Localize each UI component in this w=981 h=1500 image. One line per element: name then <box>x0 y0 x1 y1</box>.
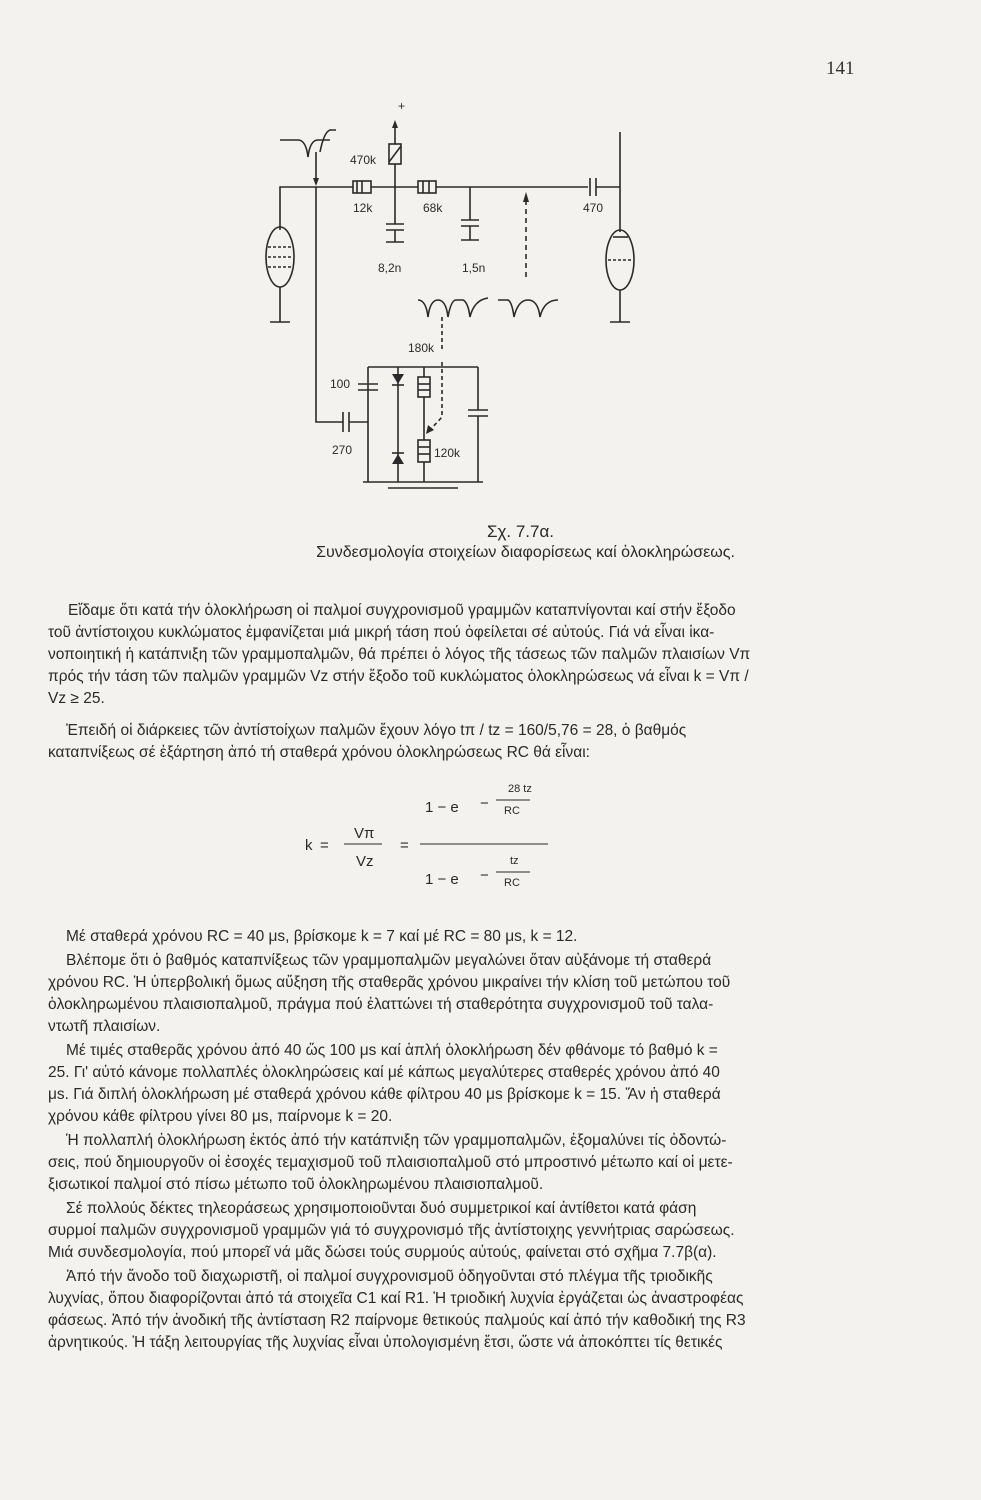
text-line: Vz ≥ 25. <box>48 690 105 707</box>
text-line: νοποιητική ἡ κατάπνιξη τῶν γραμμοπαλμῶν, θά πρέπει ὁ λόγος τῆς τάσεως τῶν παλμῶν πλαισίων Vπ <box>48 646 751 663</box>
formula-v-pi: Vπ <box>354 825 375 842</box>
formula-equals-2: = <box>400 837 409 854</box>
label-plus: + <box>398 99 406 113</box>
label-12k: 12k <box>353 201 373 215</box>
text-line: ντωτῆ πλαισίων. <box>48 1018 161 1035</box>
paragraph-6 <box>48 1130 858 1196</box>
label-120k: 120k <box>434 446 461 460</box>
paragraph-1 <box>48 600 858 710</box>
formula-numerator-exp-top: 28 tz <box>508 783 532 795</box>
formula-denominator-base: 1 − e <box>425 871 459 888</box>
label-470k: 470k <box>350 153 377 167</box>
figure-caption-title: Σχ. 7.7α. <box>486 522 555 541</box>
text-line: τοῦ ἀντίστοιχου κυκλώματος ἐμφανίζεται μιά μικρή τάση πού ὀφείλεται σέ αὐτούς. Γιά νά εἶναι ἱκα- <box>48 624 715 641</box>
paragraph-5 <box>48 1040 858 1128</box>
input-pulse-waveform <box>280 130 336 157</box>
resistor-68k <box>418 181 436 193</box>
figure-caption-text: Συνδεσμολογία στοιχείων διαφορίσεως καί ὁλοκληρώσεως. <box>316 544 735 561</box>
text-line: Μέ τιμές σταθερᾶς χρόνου ἀπό 40 ὥς 100 μs καί ἁπλή ὁλοκλήρωση δέν φθάνομε τό βαθμό k = <box>66 1042 718 1059</box>
text-line: Σέ πολλούς δέκτες τηλεοράσεως χρησιμοποιοῦνται δυό συμμετρικοί καί ἀντίθετοι κατά φάση <box>66 1200 697 1217</box>
text-line: Ἡ πολλαπλή ὁλοκλήρωση ἐκτός ἀπό τήν κατάπνιξη τῶν γραμμοπαλμῶν, ἐξομαλύνει τίς ὀδοντώ- <box>66 1132 727 1149</box>
formula-denominator-exp-bottom: RC <box>504 877 520 889</box>
text-line: μs. Γιά διπλή ὁλοκλήρωση μέ σταθερά χρόνου κάθε φίλτρου 40 μs βρίσκομε k = 15. Ἄν ἡ σταθερά <box>48 1086 721 1103</box>
circuit-diagram <box>258 99 658 502</box>
paragraph-3 <box>48 926 858 948</box>
label-100: 100 <box>330 377 351 391</box>
formula-numerator-minus: − <box>480 795 489 812</box>
text-line: σεις, πού δημιουργοῦν οἱ ἐσοχές τεμαχισμοῦ τοῦ πλαισιοπαλμοῦ στό μπροστινό μέτωπο καί οἱ μετε- <box>48 1154 733 1171</box>
label-270: 270 <box>332 443 353 457</box>
right-tube <box>606 132 634 322</box>
text-line: καταπνίξεως σέ ἐξάρτηση ἀπό τή σταθερά χρόνου ὁλοκληρώσεως RC θά εἶναι: <box>48 744 590 761</box>
text-line: συρμοί παλμῶν συγχρονισμοῦ γραμμῶν γιά τό συγχρονισμό τῆς ἀντίστοιχης γεννήτριας σαρώσεως. <box>48 1222 735 1239</box>
resistor-120k <box>418 440 430 462</box>
text-line: χρόνου RC. Ἡ ὑπερβολική ὅμως αὔξηση τῆς σταθερᾶς χρόνου μικραίνει τήν κλίση τοῦ μετώπου τοῦ <box>48 974 731 991</box>
formula-k <box>300 772 600 902</box>
text-line: 25. Γι' αὐτό κάνομε πολλαπλές ὁλοκληρώσεις καί μέ κάπως μεγαλύτερες σταθερές χρόνου ἀπό 40 <box>48 1064 720 1081</box>
formula-numerator-exp-bottom: RC <box>504 805 520 817</box>
text-line: ἀρνητικούς. Ἡ τάξη λειτουργίας τῆς λυχνίας εἶναι ὑπολογισμένη ἔτσι, ὥστε νά ἀποκόπτει τίς θετικές <box>48 1334 723 1351</box>
text-line: Βλέπομε ὅτι ὁ βαθμός καταπνίξεως τῶν γραμμοπαλμῶν μεγαλώνει ὅταν αὐξάνομε τή σταθερά <box>66 952 712 969</box>
formula-equals-1: = <box>320 837 329 854</box>
label-1-5n: 1,5n <box>462 261 486 275</box>
label-470: 470 <box>583 201 604 215</box>
formula-denominator-minus: − <box>480 867 489 884</box>
text-line: Ἐπειδή οἱ διάρκειες τῶν ἀντίστοίχων παλμῶν ἔχουν λόγο tπ / tz = 160/5,76 = 28, ὁ βαθμός <box>66 722 687 739</box>
left-tube <box>266 212 294 322</box>
text-line: ὁλοκληρωμένου πλαισιοπαλμοῦ, πράγμα πού ἐλαττώνει τή σταθερότητα συγχρονισμοῦ τοῦ ταλα- <box>48 996 714 1013</box>
paragraph-4 <box>48 950 858 1038</box>
text-line: Εἴδαμε ὅτι κατά τήν ὁλοκλήρωση οἱ παλμοί συγχρονισμοῦ γραμμῶν καταπνίγονται καί στήν ἔξοδο <box>68 602 736 619</box>
integrated-pulse-waveform <box>418 298 488 317</box>
text-line: φάσεως. Ἀπό τήν ἀνοδική τῆς ἀντίσταση R2 παίρνομε θετικούς παλμούς καί ἀπό τήν καθοδική της R3 <box>48 1312 746 1329</box>
text-line: ξισωτικοί παλμοί στό πίσω μέτωπο τοῦ ὁλοκληρωμένου πλαισιοπαλμοῦ. <box>48 1176 544 1193</box>
formula-v-z: Vz <box>356 853 374 870</box>
label-68k: 68k <box>423 201 443 215</box>
separated-pulse-waveform <box>498 300 558 317</box>
resistor-180k <box>418 377 430 397</box>
text-line: χρόνου κάθε φίλτρου γίνει 80 μs, παίρνομε k = 20. <box>48 1108 393 1125</box>
page-number: 141 <box>826 58 855 79</box>
label-180k: 180k <box>408 341 435 355</box>
formula-numerator-base: 1 − e <box>425 799 459 816</box>
text-line: Μιά συνδεσμολογία, πού μπορεῖ νά μᾶς δώσει τούς συρμούς αὐτούς, φαίνεται στό σχῆμα 7.7β(α). <box>48 1244 717 1261</box>
text-line: Ἀπό τήν ἄνοδο τοῦ διαχωριστῆ, οἱ παλμοί συγχρονισμοῦ ὁδηγοῦνται στό πλέγμα τῆς τριοδικῆς <box>66 1268 713 1285</box>
text-line: Μέ σταθερά χρόνου RC = 40 μs, βρίσκομε k = 7 καί μέ RC = 80 μs, k = 12. <box>66 928 578 945</box>
paragraph-2 <box>48 720 858 764</box>
formula-k-symbol: k <box>305 837 313 854</box>
paragraph-7 <box>48 1198 858 1264</box>
label-8-2n: 8,2n <box>378 261 402 275</box>
paragraph-8 <box>48 1266 858 1354</box>
formula-denominator-exp-top: tz <box>510 855 519 867</box>
text-line: πρός τήν τάση τῶν παλμῶν γραμμῶν Vz στήν ἔξοδο τοῦ κυκλώματος ὁλοκληρώσεως νά εἶναι k = Vπ / <box>48 668 749 685</box>
text-line: λυχνίας, ὅπου διαφορίζονται ἀπό τά στοιχεῖα C1 καί R1. Ἡ τριοδική λυχνία ἐργάζεται ὡς ἀναστροφέας <box>48 1290 744 1307</box>
